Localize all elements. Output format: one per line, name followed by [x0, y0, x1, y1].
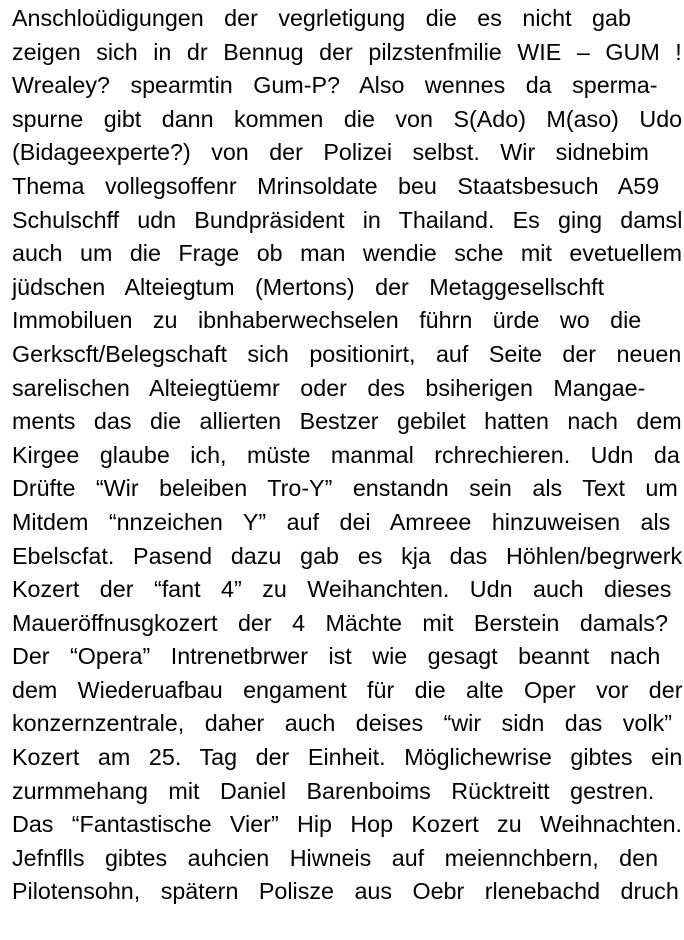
text-line: Wrealey? spearmtin Gum-P? Also wennes da sperma-: [12, 72, 658, 99]
text-line: Jefnflls gibtes auhcien Hiwneis auf meiennchbern, den: [12, 844, 659, 871]
text-line: Ebelscfat. Pasend dazu gab es kja das Höhlen/begrwerk: [12, 542, 683, 569]
text-line: dem Wiederuafbau engament für die alte Oper vor der: [12, 676, 683, 703]
text-line: Mitdem “nnzeichen Y” auf dei Amreee hinzuweisen als: [12, 508, 671, 535]
text-line: ments das die allierten Bestzer gebilet hatten nach dem: [12, 408, 682, 435]
text-line: Kirgee glaube ich, müste manmal rchrechieren. Udn da: [12, 441, 680, 468]
text-line: Gerkscft/Belegschaft sich positionirt, auf Seite der neuen: [12, 340, 682, 367]
text-line: Maueröffnusgkozert der 4 Mächte mit Berstein damals?: [12, 609, 668, 636]
text-line: zurmmehang mit Daniel Barenboims Rücktreitt gestren.: [12, 777, 655, 804]
text-line: konzernzentrale, daher auch deises “wir sidn das volk”: [12, 710, 672, 737]
text-line: zeigen sich in dr Bennug der pilzstenfmilie WIE – GUM !: [12, 38, 682, 65]
text-line: Thema vollegsoffenr Mrinsoldate beu Staatsbesuch A59: [12, 172, 660, 199]
text-line: Drüfte “Wir beleiben Tro-Y” enstandn sein als Text um: [12, 475, 678, 502]
text-line: Immobiluen zu ibnhaberwechselen führn ürde wo die: [12, 307, 642, 334]
text-line: spurne gibt dann kommen die von S(Ado) M(aso) Udo: [12, 105, 683, 132]
text-line: Schulschff udn Bundpräsident in Thailand. Es ging damsl: [12, 206, 683, 233]
body-text: [12, 2, 682, 909]
text-line: jüdschen Alteiegtum (Mertons) der Metaggesellschft: [12, 273, 605, 300]
text-line: (Bidageexperte?) von der Polizei selbst. Wir sidnebim: [12, 139, 649, 166]
text-line: Kozert der “fant 4” zu Weihanchten. Udn auch dieses: [12, 576, 672, 603]
text-line: auch um die Frage ob man wendie sche mit evetuellem: [12, 240, 683, 267]
text-line: Pilotensohn, spätern Polisze aus Oebr rlenebachd druch: [12, 878, 679, 905]
text-line: Kozert am 25. Tag der Einheit. Möglichewrise gibtes ein: [12, 744, 683, 771]
text-line: Das “Fantastische Vier” Hip Hop Kozert zu Weihnachten.: [12, 811, 683, 838]
text-line: sarelischen Alteiegtüemr oder des bsiherigen Mangae-: [12, 374, 646, 401]
text-line: Der “Opera” Intrenetbrwer ist wie gesagt beannt nach: [12, 643, 661, 670]
text-line: Anschloüdigungen der vegrletigung die es nicht gab: [12, 5, 631, 31]
